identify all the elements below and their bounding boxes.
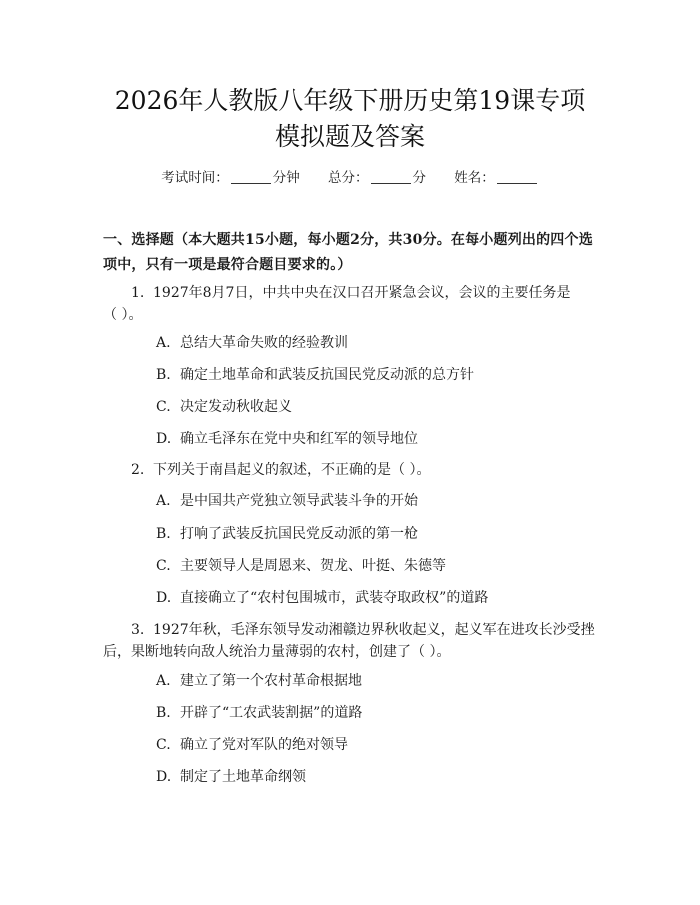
section-heading <box>103 228 623 278</box>
question-3-stem-cont: 后，果断地转向敌人统治力量薄弱的农村，创建了（ ）。 <box>103 644 451 660</box>
option-text: 总结大革命失败的经验教训 <box>180 335 348 351</box>
question-text: 下列关于南昌起义的叙述，不正确的是（ ）。 <box>153 462 431 478</box>
question-text: 1927年8月7日，中共中央在汉口召开紧急会议，会议的主要任务是 <box>153 285 571 301</box>
score-field <box>328 168 426 188</box>
time-field <box>161 168 300 188</box>
question-3-stem <box>131 619 595 641</box>
option-letter: D. <box>156 590 172 606</box>
question-3-option-a <box>156 670 362 692</box>
option-text: 确立毛泽东在党中央和红军的领导地位 <box>180 431 418 447</box>
option-text: 是中国共产党独立领导武装斗争的开始 <box>180 493 418 509</box>
option-text: 制定了土地革命纲领 <box>180 769 306 785</box>
score-unit: 分 <box>412 170 426 186</box>
section-heading-line-1: 一、选择题（本大题共15小题，每小题2分，共30分。在每小题列出的四个选 <box>103 232 593 248</box>
option-text: 决定发动秋收起义 <box>180 399 292 415</box>
time-unit: 分钟 <box>272 170 300 186</box>
question-1-stem <box>131 282 570 304</box>
option-text: 直接确立了“农村包围城市，武装夺取政权”的道路 <box>180 590 489 606</box>
time-blank <box>231 169 271 184</box>
name-field <box>454 168 539 188</box>
question-number: 3. <box>131 622 145 638</box>
score-blank <box>371 169 411 184</box>
question-2-option-c <box>156 555 446 577</box>
page-title-line-1: 2026年人教版八年级下册历史第19课专项 <box>114 86 586 115</box>
option-letter: C. <box>156 399 171 415</box>
question-3-option-d <box>156 766 306 788</box>
question-2-option-d <box>156 587 488 609</box>
name-label: 姓名： <box>454 170 495 186</box>
question-number: 1. <box>131 285 145 301</box>
question-3-option-b <box>156 702 362 724</box>
question-1-option-d <box>156 428 418 450</box>
question-2-option-b <box>156 523 418 545</box>
option-letter: B. <box>156 526 171 542</box>
score-label: 总分： <box>328 170 369 186</box>
option-letter: A. <box>156 493 171 509</box>
page-title-line-2: 模拟题及答案 <box>274 122 425 151</box>
question-3-option-c <box>156 734 348 756</box>
option-letter: D. <box>156 769 172 785</box>
option-letter: B. <box>156 705 171 721</box>
option-text: 开辟了“工农武装割据”的道路 <box>180 705 363 721</box>
option-letter: C. <box>156 558 171 574</box>
question-1-option-a <box>156 332 348 354</box>
option-letter: A. <box>156 335 171 351</box>
question-number: 2. <box>131 462 145 478</box>
question-1-option-c <box>156 396 292 418</box>
time-label: 考试时间： <box>161 170 229 186</box>
question-2-stem <box>131 459 430 481</box>
option-text: 打响了武装反抗国民党反动派的第一枪 <box>180 526 418 542</box>
option-letter: B. <box>156 367 171 383</box>
option-letter: C. <box>156 737 171 753</box>
exam-meta <box>0 168 700 188</box>
name-blank <box>497 169 537 184</box>
option-letter: A. <box>156 673 171 689</box>
option-text: 主要领导人是周恩来、贺龙、叶挺、朱德等 <box>180 558 446 574</box>
question-1-stem-cont: （ ）。 <box>103 307 143 323</box>
question-text: 1927年秋，毛泽东领导发动湘赣边界秋收起义，起义军在进攻长沙受挫 <box>153 622 595 638</box>
question-1-option-b <box>156 364 474 386</box>
question-2-option-a <box>156 490 418 512</box>
option-text: 建立了第一个农村革命根据地 <box>180 673 362 689</box>
section-heading-line-2: 项中，只有一项是最符合题目要求的。） <box>103 257 352 273</box>
option-letter: D. <box>156 431 172 447</box>
option-text: 确定土地革命和武装反抗国民党反动派的总方针 <box>180 367 474 383</box>
option-text: 确立了党对军队的绝对领导 <box>180 737 348 753</box>
